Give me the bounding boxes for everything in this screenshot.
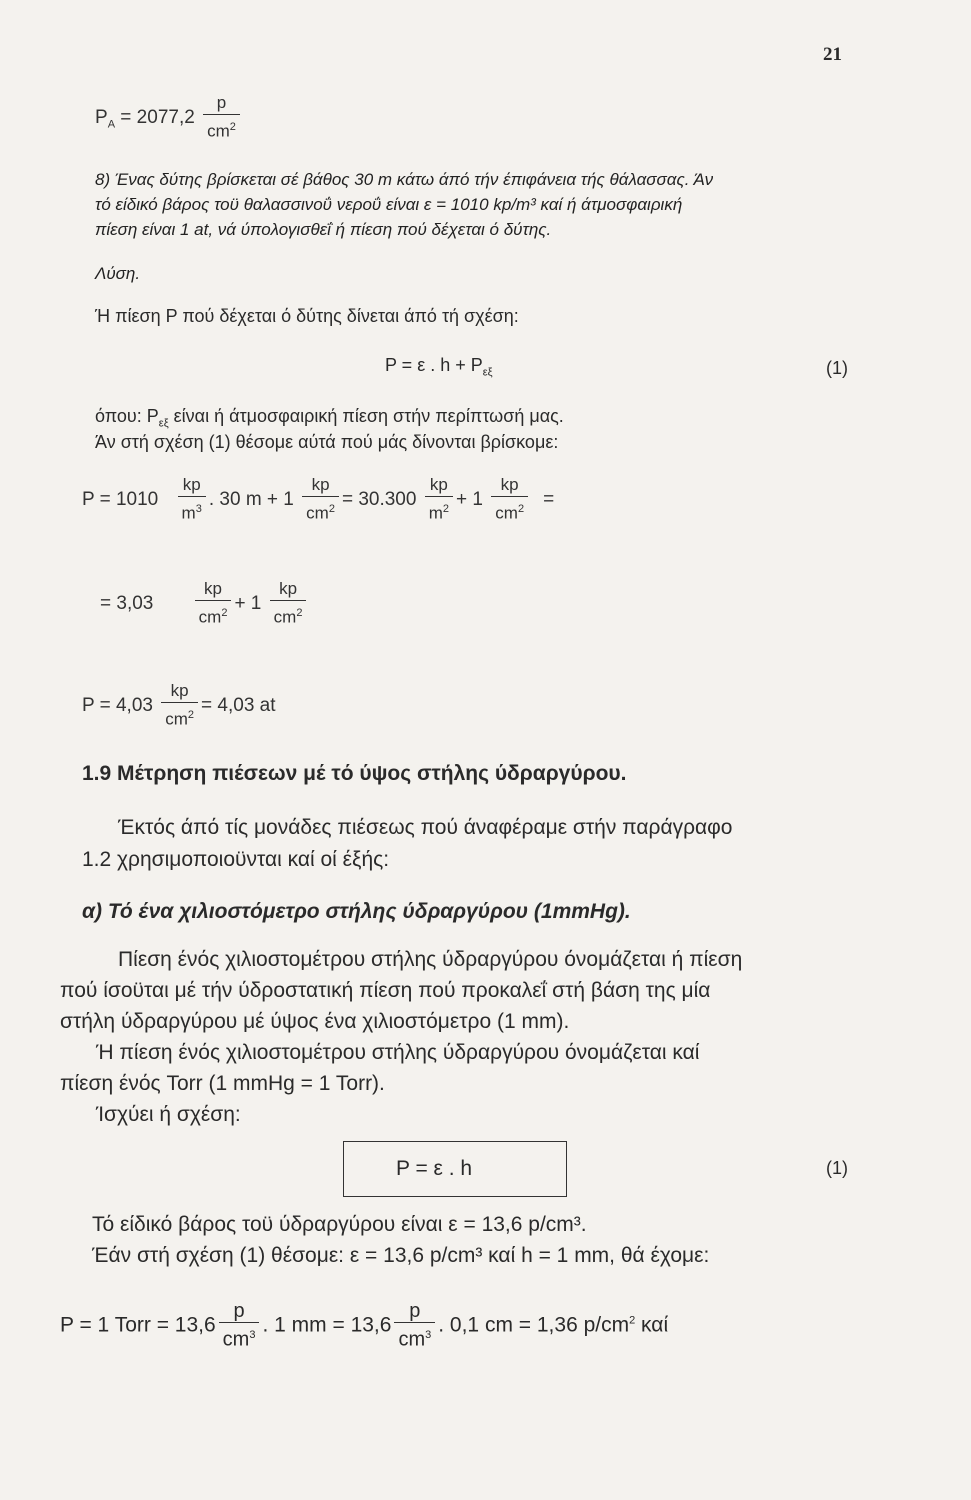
calc2-f1-den-sup: 2 <box>221 607 228 619</box>
calc1-f2-den-unit: cm <box>306 503 329 523</box>
pa-equation <box>95 92 243 144</box>
para-2-line-1: Πίεση ένός χιλιοστομέτρου στήλης ύδραργύρου όνομάζεται ή πίεση <box>118 948 743 971</box>
calc2-f2-num: kp <box>279 579 298 598</box>
calc2-f2-den-sup: 2 <box>296 607 303 619</box>
calc3-end: = 4,03 at <box>201 694 276 716</box>
para-6: Έάν στή σχέση (1) θέσομε: ε = 13,6 p/cm³ καί h = 1 mm, θά έχομε: <box>92 1244 710 1267</box>
calc1-frac-2 <box>302 474 339 526</box>
solution-label: Λύση. <box>95 264 141 283</box>
calc1-f3-num: kp <box>429 475 448 494</box>
page-number: 21 <box>823 44 842 65</box>
calc1-f1-den-unit: m <box>181 503 196 523</box>
para-5: Τό είδικό βάρος τοϋ ύδραργύρου είναι ε = 13,6 p/cm³. <box>92 1213 587 1236</box>
pa-value: = 2077,2 <box>115 106 195 128</box>
calc1-f2-den <box>302 496 339 526</box>
substitute-line: Άν στή σχέση (1) θέσομε αύτά πού μάς δίνονται βρίσκομε: <box>95 432 559 452</box>
calc1-f1-den-sup: 3 <box>195 503 202 515</box>
para-2-line-3: στήλη ύδραργύρου μέ ύψος ένα χιλιοστόμετρο (1 mm). <box>60 1010 570 1033</box>
calc1-f3-den-unit: m <box>428 503 443 523</box>
calc1-f1-num: kp <box>182 475 201 494</box>
boxed-formula-number: (1) <box>826 1158 848 1178</box>
para-3-line-1: Ή πίεση ένός χιλιοστομέτρου στήλης ύδραργύρου όνομάζεται καί <box>96 1041 700 1064</box>
para-2-line-2: πού ίσοϋται μέ τήν ύδροστατική πίεση πού προκαλεΐ στή βάση της μία <box>60 979 711 1002</box>
calc1-f4-den <box>491 496 528 526</box>
where-line <box>95 406 564 430</box>
pa-lhs: P <box>95 106 108 128</box>
formula-1-number: (1) <box>826 358 848 378</box>
calc1-mid3: + 1 <box>456 488 483 510</box>
calc1-f2-num: kp <box>311 475 330 494</box>
where-b: είναι ή άτμοσφαιρική πίεση στήν περίπτωσή μας. <box>168 406 564 426</box>
final-f1-num: p <box>233 1300 245 1322</box>
calc2-frac-1 <box>195 578 232 630</box>
final-f2-den-sup: 3 <box>425 1329 432 1341</box>
pa-den-unit: cm <box>207 121 230 141</box>
calc-line-1 <box>82 474 554 526</box>
para-4: Ίσχύει ή σχέση: <box>96 1103 241 1126</box>
calc1-f2-den-sup: 2 <box>328 503 335 515</box>
calc1-f3-den-sup: 2 <box>442 503 450 515</box>
pa-fraction <box>203 92 240 144</box>
calc3-frac <box>161 680 198 732</box>
final-a: P = 1 Torr = 13,6 <box>60 1313 216 1337</box>
solution-intro: Ή πίεση Ρ πού δέχεται ό δύτης δίνεται άπό τή σχέση: <box>95 306 519 326</box>
formula-1-text: P = ε . h + P <box>385 355 483 375</box>
final-b: . 1 mm = 13,6 <box>262 1313 392 1337</box>
calc2-f1-den-unit: cm <box>198 607 222 627</box>
final-f1-den-unit: cm <box>222 1328 250 1351</box>
calc-line-2 <box>100 578 309 630</box>
calc1-mid1: . 30 m + 1 <box>208 488 294 510</box>
pa-den-sup: 2 <box>229 121 236 133</box>
formula-1 <box>385 355 493 379</box>
para-1-line-2: 1.2 χρησιμοποιοϋνται καί οί έξής: <box>82 848 390 871</box>
pa-frac-num: p <box>216 93 227 112</box>
final-frac-2 <box>394 1300 435 1352</box>
where-a: όπου: P <box>95 406 159 426</box>
pa-sub: A <box>107 118 116 131</box>
problem-line-1: 8) Ένας δύτης βρίσκεται σέ βάθος 30 m κάτω άπό τήν έπιφάνεια τής θάλασσας. Άν <box>95 170 714 189</box>
calc-line-3 <box>82 680 276 732</box>
calc3-eq: P = 4,03 <box>82 694 153 716</box>
final-c-sup: 2 <box>629 1314 636 1327</box>
calc1-f4-den-sup: 2 <box>517 503 525 515</box>
calc1-frac-4 <box>491 474 528 526</box>
calc1-f4-num: kp <box>500 475 519 494</box>
pa-frac-den <box>203 114 240 144</box>
boxed-formula: P = ε . h <box>396 1157 473 1180</box>
final-c: . 0,1 cm = 1,36 p/cm <box>438 1313 630 1337</box>
final-f2-den <box>394 1322 435 1352</box>
calc2-f1-num: kp <box>204 579 223 598</box>
final-equation <box>60 1300 668 1352</box>
final-f2-den-unit: cm <box>398 1328 426 1351</box>
calc2-f1-den <box>195 600 232 630</box>
calc1-end: = <box>543 488 555 510</box>
calc1-mid2: = 30.300 <box>341 488 417 510</box>
problem-line-3: πίεση είναι 1 at, νά ύπολογισθεΐ ή πίεση πού δέχεται ό δύτης. <box>95 220 552 239</box>
problem-line-2: τό είδικό βάρος τοϋ θαλασσινοΰ νεροΰ είναι ε = 1010 kp/m³ καί ή άτμοσφαιρική <box>95 195 683 214</box>
calc1-f4-den-unit: cm <box>495 503 518 523</box>
calc2-f2-den <box>270 600 307 630</box>
final-f1-den <box>219 1322 260 1352</box>
final-frac-1 <box>219 1300 260 1352</box>
calc2-mid: + 1 <box>234 592 262 614</box>
final-f1-den-sup: 3 <box>249 1329 256 1341</box>
para-3-line-2: πίεση ένός Torr (1 mmHg = 1 Torr). <box>60 1072 385 1095</box>
formula-1-sub: εξ <box>482 366 493 379</box>
calc1-frac-3 <box>425 474 453 526</box>
subheading-mmhg: α) Τό ένα χιλιοστόμετρο στήλης ύδραργύρου (1mmHg). <box>82 900 631 923</box>
final-d: καί <box>635 1313 669 1337</box>
where-sub: εξ <box>158 417 169 430</box>
calc3-f-den-sup: 2 <box>187 709 195 721</box>
calc1-f1-den <box>178 496 206 526</box>
calc2-f2-den-unit: cm <box>273 607 297 627</box>
calc1-frac-1 <box>178 474 206 526</box>
calc2-frac-2 <box>270 578 307 630</box>
calc1-p: P = 1010 <box>82 488 159 510</box>
para-1-line-1: Έκτός άπό τίς μονάδες πιέσεως πού άναφέραμε στήν παράγραφο <box>118 816 733 839</box>
section-heading: 1.9 Μέτρηση πιέσεων μέ τό ύψος στήλης ύδραργύρου. <box>82 762 627 785</box>
calc1-f3-den <box>425 496 453 526</box>
calc3-f-num: kp <box>170 681 189 700</box>
calc2-eq: = 3,03 <box>100 592 154 614</box>
calc3-f-den-unit: cm <box>165 709 188 729</box>
calc3-f-den <box>161 702 198 732</box>
final-f2-num: p <box>409 1300 421 1322</box>
